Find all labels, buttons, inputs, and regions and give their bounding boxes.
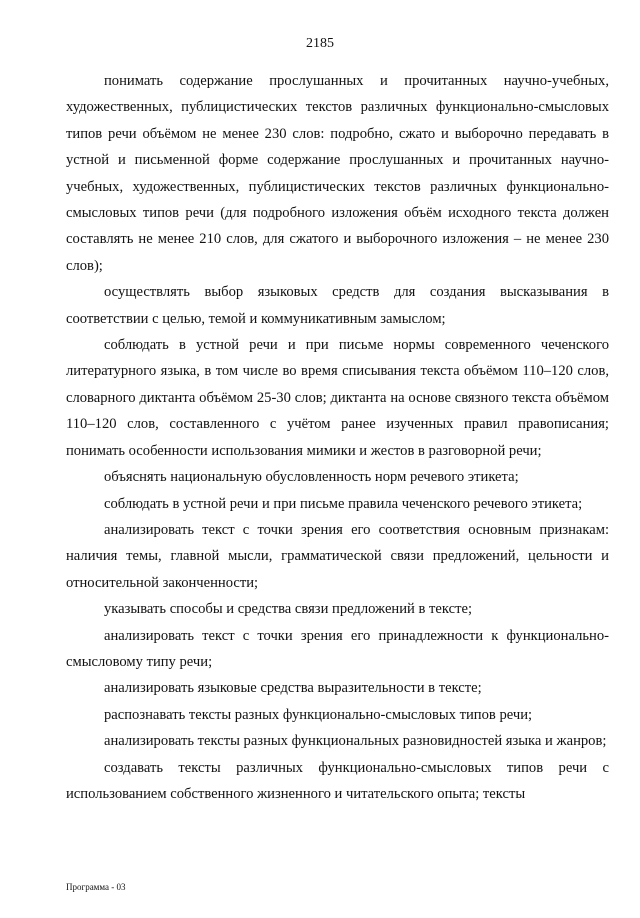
paragraph: распознавать тексты разных функционально-смысловых типов речи; — [104, 706, 533, 723]
paragraph: анализировать языковые средства выразительности в тексте; — [104, 680, 482, 697]
paragraph: анализировать текст с точки зрения его принадлежности к функционально-смысловому типу речи; — [66, 627, 609, 670]
paragraph: понимать содержание прослушанных и прочитанных научно-учебных, художественных, публицистических текстов различных функционально-смысловых типов речи объёмом не менее 230 слов: подробно, сжато и выборочно передавать в устной и письменной форме содержание прослушанных и прочитанных научно-учебных, художественных, публицистических текстов различных функционально-смысловых типов речи (для подробного изложения объём исходного текста должен составлять не менее 210 слов, для сжатого и выборочного изложения – не менее 230 слов); — [66, 73, 609, 274]
paragraph: создавать тексты различных функционально-смысловых типов речи с использованием собственного жизненного и читательского опыта; тексты — [66, 759, 609, 802]
paragraph: указывать способы и средства связи предложений в тексте; — [104, 601, 473, 618]
paragraph: анализировать текст с точки зрения его соответствия основным признакам: наличия темы, главной мысли, грамматической связи предложений, цельности и относительной законченности; — [66, 521, 609, 591]
paragraph: объяснять национальную обусловленность норм речевого этикета; — [104, 469, 519, 486]
page-number: 2185 — [306, 36, 334, 51]
paragraph: осуществлять выбор языковых средств для создания высказывания в соответствии с целью, темой и коммуникативным замыслом; — [66, 284, 609, 327]
paragraph: соблюдать в устной речи и при письме правила чеченского речевого этикета; — [104, 495, 583, 512]
body-text — [66, 68, 609, 807]
paragraph: соблюдать в устной речи и при письме нормы современного чеченского литературного языка, в том числе во время списывания текста объёмом 110–120 слов, словарного диктанта объёмом 25-30 слов; диктанта на основе связного текста объёмом 110–120 слов, составленного с учётом ранее изученных правил правописания; понимать особенности использования мимики и жестов в разговорной речи; — [66, 337, 609, 459]
paragraph: анализировать тексты разных функциональных разновидностей языка и жанров; — [104, 733, 607, 750]
footer-label: Программа - 03 — [66, 882, 126, 892]
